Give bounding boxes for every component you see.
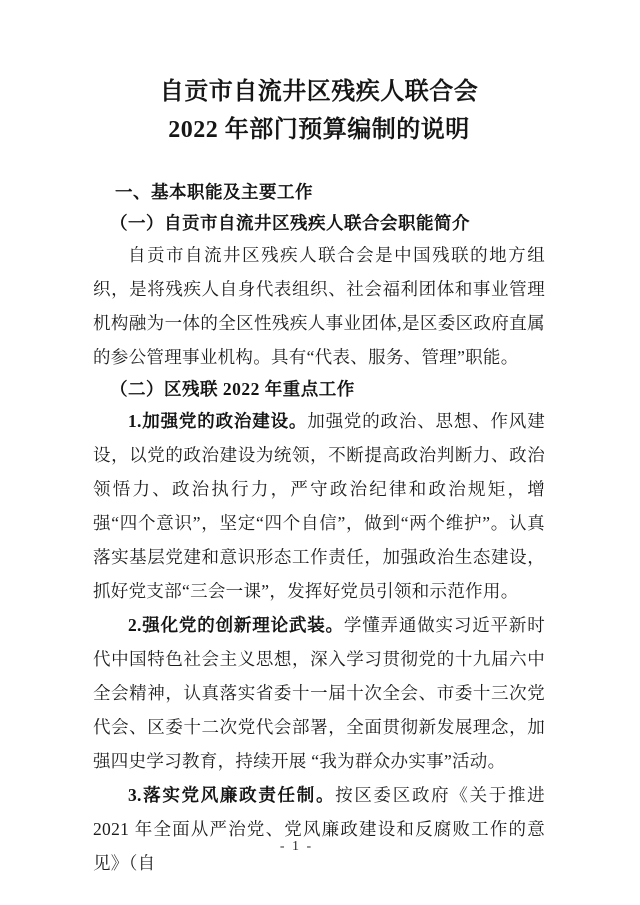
task-1-lead: 1.加强党的政治建设。 [128,411,308,431]
task-3-lead: 3.落实党风廉政责任制。 [128,785,336,805]
task-1-text: 加强党的政治、思想、作风建设，以党的政治建设为统领，不断提高政治判断力、政治领悟力、政治执行力，严守政治纪律和政治规矩，增强“四个意识”，坚定“四个自信”，做到“两个维护”。认真落实基层党建和意识形态工作责任，加强政治生态建设，抓好党支部“三会一课”，发挥好党员引领和示范作用。 [93,411,545,601]
subsection-heading-1-1: （一）自贡市自流井区残疾人联合会职能简介 [110,213,470,233]
task-paragraph-3 [93,778,545,880]
task-3-text: 按区委区政府《关于推进 2021 年全面从严治党、党风廉政建设和反腐败工作的意见》（自 [93,785,545,873]
document-title [93,73,545,149]
section-heading-1: 一、基本职能及主要工作 [115,183,313,203]
document-body [93,178,545,880]
task-paragraph-1 [93,404,545,608]
title-line-1: 自贡市自流井区残疾人联合会 [159,79,479,105]
task-2-lead: 2.强化党的创新理论武装。 [128,615,344,635]
title-line-2: 2022 年部门预算编制的说明 [168,117,470,143]
intro-paragraph: 自贡市自流井区残疾人联合会是中国残联的地方组织，是将残疾人自身代表组织、社会福利团体和事业管理机构融为一体的全区性残疾人事业团体,是区委区政府直属的参公管理事业机构。具有“代表、服务、管理”职能。 [93,245,545,367]
task-2-text: 学懂弄通做实习近平新时代中国特色社会主义思想，深入学习贯彻党的十九届六中全会精神，认真落实省委十一届十次全会、市委十三次党代会、区委十二次党代会部署，全面贯彻新发展理念，加强四史学习教育，持续开展 “我为群众办实事”活动。 [93,615,545,771]
task-paragraph-2 [93,608,545,778]
subsection-heading-1-2: （二）区残联 2022 年重点工作 [110,379,355,399]
page-number: - 1 - [279,839,314,854]
